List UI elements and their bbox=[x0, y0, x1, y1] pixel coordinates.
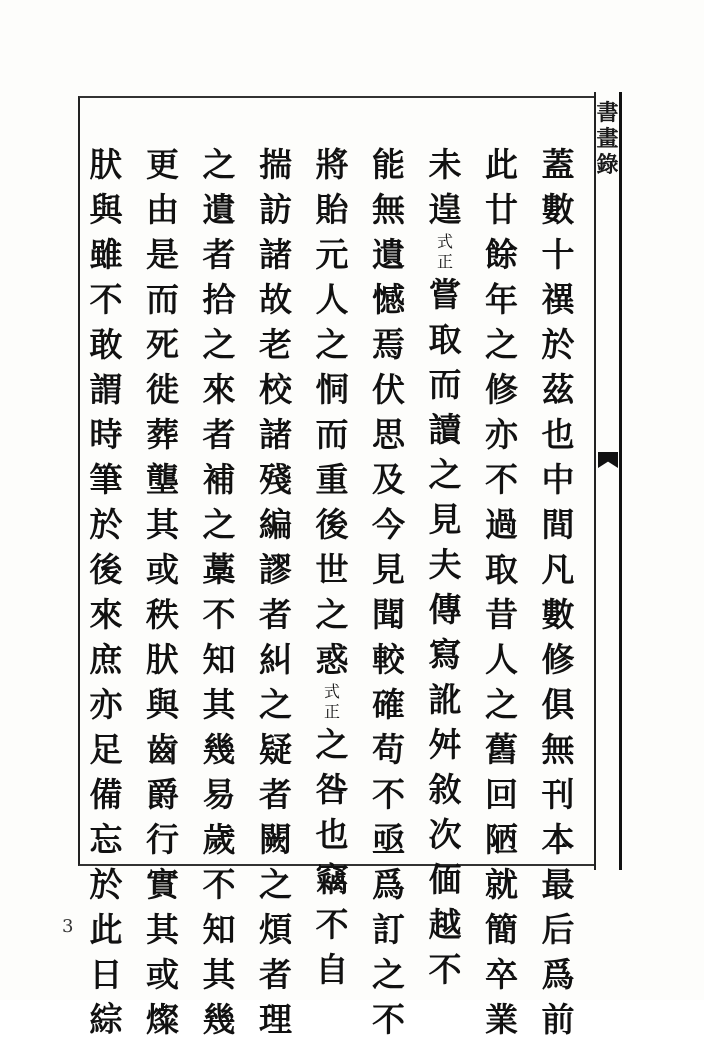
column-text bbox=[197, 142, 241, 1042]
column-text bbox=[423, 142, 467, 232]
spine-title-char: 畫 bbox=[596, 126, 619, 152]
text-char: 刊 bbox=[541, 775, 575, 814]
text-char: 疑 bbox=[259, 730, 292, 769]
text-char: 爲 bbox=[541, 955, 575, 994]
text-char: 舛 bbox=[428, 725, 462, 764]
text-column bbox=[423, 142, 467, 989]
text-char: 訂 bbox=[372, 910, 405, 949]
text-char: 憾 bbox=[372, 280, 405, 319]
text-char: 而 bbox=[315, 415, 349, 454]
text-char: 壟 bbox=[146, 460, 179, 499]
text-char: 或 bbox=[146, 550, 179, 589]
text-char: 之 bbox=[372, 955, 405, 994]
column-text bbox=[310, 142, 354, 682]
text-char: 之 bbox=[485, 685, 518, 724]
text-char: 綜 bbox=[89, 1000, 123, 1039]
text-char: 闕 bbox=[259, 820, 292, 859]
text-char: 葬 bbox=[146, 415, 179, 454]
annotation-char: 式 bbox=[436, 232, 453, 251]
text-char: 與 bbox=[89, 190, 123, 229]
text-char: 之 bbox=[485, 325, 518, 364]
text-char: 之 bbox=[315, 725, 349, 764]
text-char: 咎 bbox=[315, 770, 349, 809]
text-char: 者 bbox=[259, 775, 292, 814]
text-char: 未 bbox=[428, 145, 462, 184]
text-char: 業 bbox=[485, 1000, 518, 1039]
text-char: 拾 bbox=[202, 280, 236, 319]
text-column bbox=[536, 142, 580, 1039]
annotation-char: 正 bbox=[436, 252, 453, 271]
text-char: 不 bbox=[202, 865, 236, 904]
text-char: 取 bbox=[428, 320, 462, 359]
text-char: 亦 bbox=[485, 415, 518, 454]
text-char: 也 bbox=[315, 815, 349, 854]
text-char: 前 bbox=[541, 1000, 575, 1039]
text-char: 死 bbox=[146, 325, 179, 364]
text-char: 來 bbox=[202, 370, 236, 409]
text-char: 見 bbox=[372, 550, 405, 589]
text-char: 之 bbox=[202, 325, 236, 364]
text-char: 無 bbox=[541, 730, 575, 769]
text-char: 備 bbox=[89, 775, 123, 814]
text-char: 寫 bbox=[428, 635, 462, 674]
text-char: 不 bbox=[315, 905, 349, 944]
text-char: 而 bbox=[428, 365, 462, 404]
text-char: 竊 bbox=[315, 860, 349, 899]
text-char: 諸 bbox=[259, 415, 292, 454]
text-char: 不 bbox=[372, 1000, 405, 1039]
text-char: 亟 bbox=[372, 820, 405, 859]
text-char: 簡 bbox=[485, 910, 518, 949]
text-char: 糾 bbox=[259, 640, 292, 679]
text-char: 後 bbox=[89, 550, 123, 589]
text-char: 惑 bbox=[315, 640, 349, 679]
text-char: 揣 bbox=[259, 145, 292, 184]
text-char: 廿 bbox=[485, 190, 518, 229]
text-char: 庶 bbox=[89, 640, 123, 679]
text-char: 元 bbox=[315, 235, 349, 274]
text-char: 之 bbox=[428, 455, 462, 494]
text-char: 本 bbox=[541, 820, 575, 859]
text-char: 足 bbox=[89, 730, 123, 769]
text-column bbox=[310, 142, 354, 989]
text-char: 於 bbox=[89, 505, 123, 544]
text-char: 數 bbox=[541, 190, 575, 229]
fish-tail-mark-icon bbox=[598, 452, 618, 468]
text-char: 藁 bbox=[202, 550, 236, 589]
text-char: 謬 bbox=[259, 550, 292, 589]
text-char: 舊 bbox=[485, 730, 518, 769]
text-char: 苟 bbox=[372, 730, 405, 769]
text-char: 聞 bbox=[372, 595, 405, 634]
text-char: 傳 bbox=[428, 590, 462, 629]
column-text bbox=[536, 142, 580, 1042]
text-char: 人 bbox=[315, 280, 349, 319]
annotation-char: 式 bbox=[323, 682, 340, 701]
text-char: 於 bbox=[541, 325, 575, 364]
text-char: 自 bbox=[315, 950, 349, 989]
text-char: 於 bbox=[89, 865, 123, 904]
text-char: 遺 bbox=[372, 235, 405, 274]
text-char: 不 bbox=[202, 595, 236, 634]
text-char: 凡 bbox=[541, 550, 575, 589]
interlinear-annotation bbox=[423, 232, 467, 272]
text-char: 時 bbox=[89, 415, 123, 454]
text-char: 餘 bbox=[485, 235, 518, 274]
text-char: 理 bbox=[259, 1000, 292, 1039]
text-char: 及 bbox=[372, 460, 405, 499]
text-char: 知 bbox=[202, 640, 236, 679]
text-char: 亦 bbox=[89, 685, 123, 724]
text-char: 敢 bbox=[89, 325, 123, 364]
column-text bbox=[367, 142, 411, 1042]
text-char: 燦 bbox=[146, 1000, 179, 1039]
text-char: 校 bbox=[259, 370, 292, 409]
text-char: 就 bbox=[485, 865, 518, 904]
text-char: 間 bbox=[541, 505, 575, 544]
spine-title-char: 書 bbox=[596, 100, 619, 126]
text-char: 之 bbox=[202, 145, 236, 184]
text-char: 是 bbox=[146, 235, 179, 274]
text-char: 訪 bbox=[259, 190, 292, 229]
text-char: 易 bbox=[202, 775, 236, 814]
text-char: 故 bbox=[259, 280, 292, 319]
text-char: 年 bbox=[485, 280, 518, 319]
text-char: 秩 bbox=[146, 595, 179, 634]
text-char: 幾 bbox=[202, 730, 236, 769]
text-char: 者 bbox=[259, 955, 292, 994]
text-char: 十 bbox=[541, 235, 575, 274]
text-char: 今 bbox=[372, 505, 405, 544]
text-char: 筆 bbox=[89, 460, 123, 499]
text-char: 最 bbox=[541, 865, 575, 904]
text-char: 徙 bbox=[146, 370, 179, 409]
text-char: 謂 bbox=[89, 370, 123, 409]
interlinear-annotation bbox=[310, 682, 354, 722]
text-char: 敘 bbox=[428, 770, 462, 809]
text-char: 後 bbox=[315, 505, 349, 544]
text-char: 不 bbox=[428, 950, 462, 989]
column-text bbox=[423, 272, 467, 992]
text-char: 貽 bbox=[315, 190, 349, 229]
text-char: 將 bbox=[315, 145, 349, 184]
text-char: 日 bbox=[89, 955, 123, 994]
text-char: 修 bbox=[485, 370, 518, 409]
text-char: 次 bbox=[428, 815, 462, 854]
text-char: 肰 bbox=[89, 145, 123, 184]
text-char: 修 bbox=[541, 640, 575, 679]
text-char: 其 bbox=[146, 910, 179, 949]
text-char: 歲 bbox=[202, 820, 236, 859]
text-char: 茲 bbox=[541, 370, 575, 409]
text-char: 不 bbox=[485, 460, 518, 499]
text-char: 中 bbox=[541, 460, 575, 499]
text-char: 爲 bbox=[372, 865, 405, 904]
text-char: 煩 bbox=[259, 910, 292, 949]
text-char: 回 bbox=[485, 775, 518, 814]
text-char: 之 bbox=[259, 685, 292, 724]
text-char: 由 bbox=[146, 190, 179, 229]
text-char: 蓋 bbox=[541, 145, 575, 184]
text-char: 昔 bbox=[485, 595, 518, 634]
page-number: 3 bbox=[62, 916, 74, 937]
text-char: 肰 bbox=[146, 640, 179, 679]
text-char: 俱 bbox=[541, 685, 575, 724]
spine-margin bbox=[594, 92, 622, 870]
text-char: 遑 bbox=[428, 190, 462, 229]
text-char: 者 bbox=[202, 415, 236, 454]
text-char: 遺 bbox=[202, 190, 236, 229]
spine-title-char: 錄 bbox=[596, 152, 619, 178]
text-char: 行 bbox=[146, 820, 179, 859]
column-text bbox=[141, 142, 185, 1042]
column-text bbox=[480, 142, 524, 1042]
text-char: 后 bbox=[541, 910, 575, 949]
text-char: 讀 bbox=[428, 410, 462, 449]
text-char: 補 bbox=[202, 460, 236, 499]
text-char: 知 bbox=[202, 910, 236, 949]
text-char: 確 bbox=[372, 685, 405, 724]
text-char: 禩 bbox=[541, 280, 575, 319]
column-text bbox=[310, 722, 354, 992]
text-char: 見 bbox=[428, 500, 462, 539]
text-char: 嘗 bbox=[428, 275, 462, 314]
text-char: 編 bbox=[259, 505, 292, 544]
text-char: 此 bbox=[89, 910, 123, 949]
text-char: 之 bbox=[202, 505, 236, 544]
text-char: 數 bbox=[541, 595, 575, 634]
text-char: 卒 bbox=[485, 955, 518, 994]
text-char: 偭 bbox=[428, 860, 462, 899]
text-char: 諸 bbox=[259, 235, 292, 274]
text-char: 人 bbox=[485, 640, 518, 679]
text-char: 不 bbox=[89, 280, 123, 319]
text-char: 之 bbox=[315, 595, 349, 634]
text-char: 越 bbox=[428, 905, 462, 944]
text-char: 者 bbox=[259, 595, 292, 634]
text-char: 殘 bbox=[259, 460, 292, 499]
text-char: 陋 bbox=[485, 820, 518, 859]
text-char: 無 bbox=[372, 190, 405, 229]
text-char: 爵 bbox=[146, 775, 179, 814]
text-char: 忘 bbox=[89, 820, 123, 859]
text-char: 來 bbox=[89, 595, 123, 634]
text-column bbox=[254, 142, 298, 1039]
text-char: 訛 bbox=[428, 680, 462, 719]
text-column bbox=[141, 142, 185, 1039]
text-char: 取 bbox=[485, 550, 518, 589]
annotation-char: 正 bbox=[323, 702, 340, 721]
text-column bbox=[197, 142, 241, 1039]
text-char: 其 bbox=[202, 685, 236, 724]
spine-title bbox=[596, 100, 619, 178]
text-char: 或 bbox=[146, 955, 179, 994]
text-char: 老 bbox=[259, 325, 292, 364]
text-char: 雖 bbox=[89, 235, 123, 274]
text-char: 者 bbox=[202, 235, 236, 274]
text-char: 伏 bbox=[372, 370, 405, 409]
text-char: 也 bbox=[541, 415, 575, 454]
text-char: 重 bbox=[315, 460, 349, 499]
text-char: 世 bbox=[315, 550, 349, 589]
text-char: 齒 bbox=[146, 730, 179, 769]
text-columns bbox=[86, 142, 580, 1039]
text-char: 之 bbox=[315, 325, 349, 364]
text-char: 更 bbox=[146, 145, 179, 184]
text-char: 較 bbox=[372, 640, 405, 679]
text-column bbox=[480, 142, 524, 1039]
text-char: 其 bbox=[146, 505, 179, 544]
column-text bbox=[254, 142, 298, 1042]
text-char: 焉 bbox=[372, 325, 405, 364]
text-char: 其 bbox=[202, 955, 236, 994]
text-char: 過 bbox=[485, 505, 518, 544]
text-char: 此 bbox=[485, 145, 518, 184]
text-char: 夫 bbox=[428, 545, 462, 584]
text-char: 而 bbox=[146, 280, 179, 319]
text-column bbox=[84, 142, 128, 1039]
text-char: 之 bbox=[259, 865, 292, 904]
text-char: 恫 bbox=[315, 370, 349, 409]
text-char: 思 bbox=[372, 415, 405, 454]
text-char: 實 bbox=[146, 865, 179, 904]
text-char: 與 bbox=[146, 685, 179, 724]
text-char: 幾 bbox=[202, 1000, 236, 1039]
text-column bbox=[367, 142, 411, 1039]
text-char: 不 bbox=[372, 775, 405, 814]
text-char: 能 bbox=[372, 145, 405, 184]
column-text bbox=[84, 142, 128, 1042]
